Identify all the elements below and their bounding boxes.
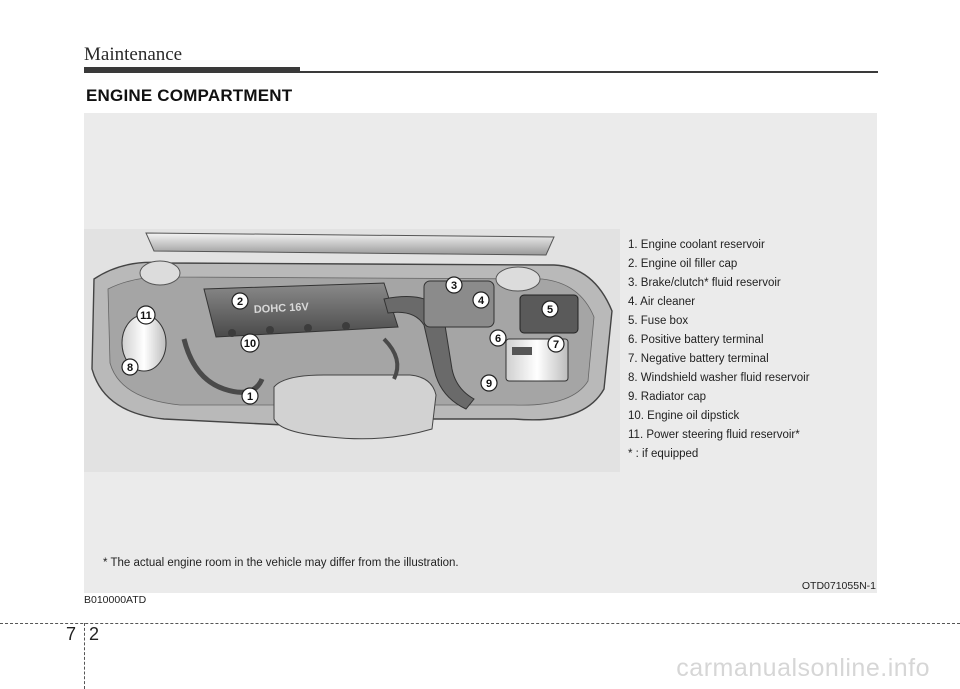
callout-9 <box>481 375 497 391</box>
svg-text:6: 6 <box>494 333 502 345</box>
svg-text:1: 1 <box>246 391 254 403</box>
legend-item: 5. Fuse box <box>628 315 689 327</box>
illustration-note: * The actual engine room in the vehicle may differ from the illustration. <box>103 557 459 569</box>
engine-illustration <box>84 229 620 472</box>
section-title: ENGINE COMPARTMENT <box>86 86 293 105</box>
callout-3 <box>446 277 462 293</box>
legend-item: 6. Positive battery terminal <box>628 334 764 346</box>
footer-divider <box>0 623 960 624</box>
header-title: Maintenance <box>84 44 183 65</box>
svg-text:9: 9 <box>485 378 493 390</box>
callout-5 <box>542 301 558 317</box>
callout-6 <box>490 330 506 346</box>
legend-item: 3. Brake/clutch* fluid reservoir <box>628 277 781 289</box>
legend-item: 4. Air cleaner <box>628 296 696 308</box>
svg-text:10: 10 <box>243 338 257 350</box>
figure-code: OTD071055N-1 <box>801 580 876 592</box>
legend <box>628 236 810 464</box>
legend-item: 11. Power steering fluid reservoir* <box>628 429 800 441</box>
svg-text:4: 4 <box>477 295 485 307</box>
legend-item: 2. Engine oil filler cap <box>628 258 738 270</box>
svg-text:8: 8 <box>126 362 134 374</box>
callout-8 <box>122 359 138 375</box>
callout-4 <box>473 292 489 308</box>
legend-footnote: * : if equipped <box>628 448 699 460</box>
svg-text:5: 5 <box>546 304 554 316</box>
watermark[interactable]: carmanualsonline.info <box>676 654 930 682</box>
legend-item: 1. Engine coolant reservoir <box>628 239 765 251</box>
legend-item: 8. Windshield washer fluid reservoir <box>628 372 810 384</box>
header-rule-thick <box>84 67 300 73</box>
radiator-shroud <box>274 375 436 439</box>
callout-2 <box>232 293 248 309</box>
svg-text:2: 2 <box>236 296 244 308</box>
document-code: B010000ATD <box>84 594 147 606</box>
callout-7 <box>548 336 564 352</box>
chapter-number: 7 <box>66 624 77 644</box>
callout-10 <box>241 334 259 352</box>
header-rule-thin <box>300 71 878 73</box>
page-number: 2 <box>89 624 100 644</box>
hood <box>146 233 554 255</box>
engine-cover-label: DOHC 16V <box>253 301 310 316</box>
svg-text:3: 3 <box>450 280 458 292</box>
legend-item: 7. Negative battery terminal <box>628 353 769 365</box>
legend-item: 9. Radiator cap <box>628 391 706 403</box>
callout-1 <box>242 388 258 404</box>
callout-11 <box>137 306 155 324</box>
svg-text:7: 7 <box>552 339 560 351</box>
footer-divider-vertical <box>84 623 85 689</box>
svg-text:11: 11 <box>140 310 152 322</box>
legend-item: 10. Engine oil dipstick <box>628 410 740 422</box>
